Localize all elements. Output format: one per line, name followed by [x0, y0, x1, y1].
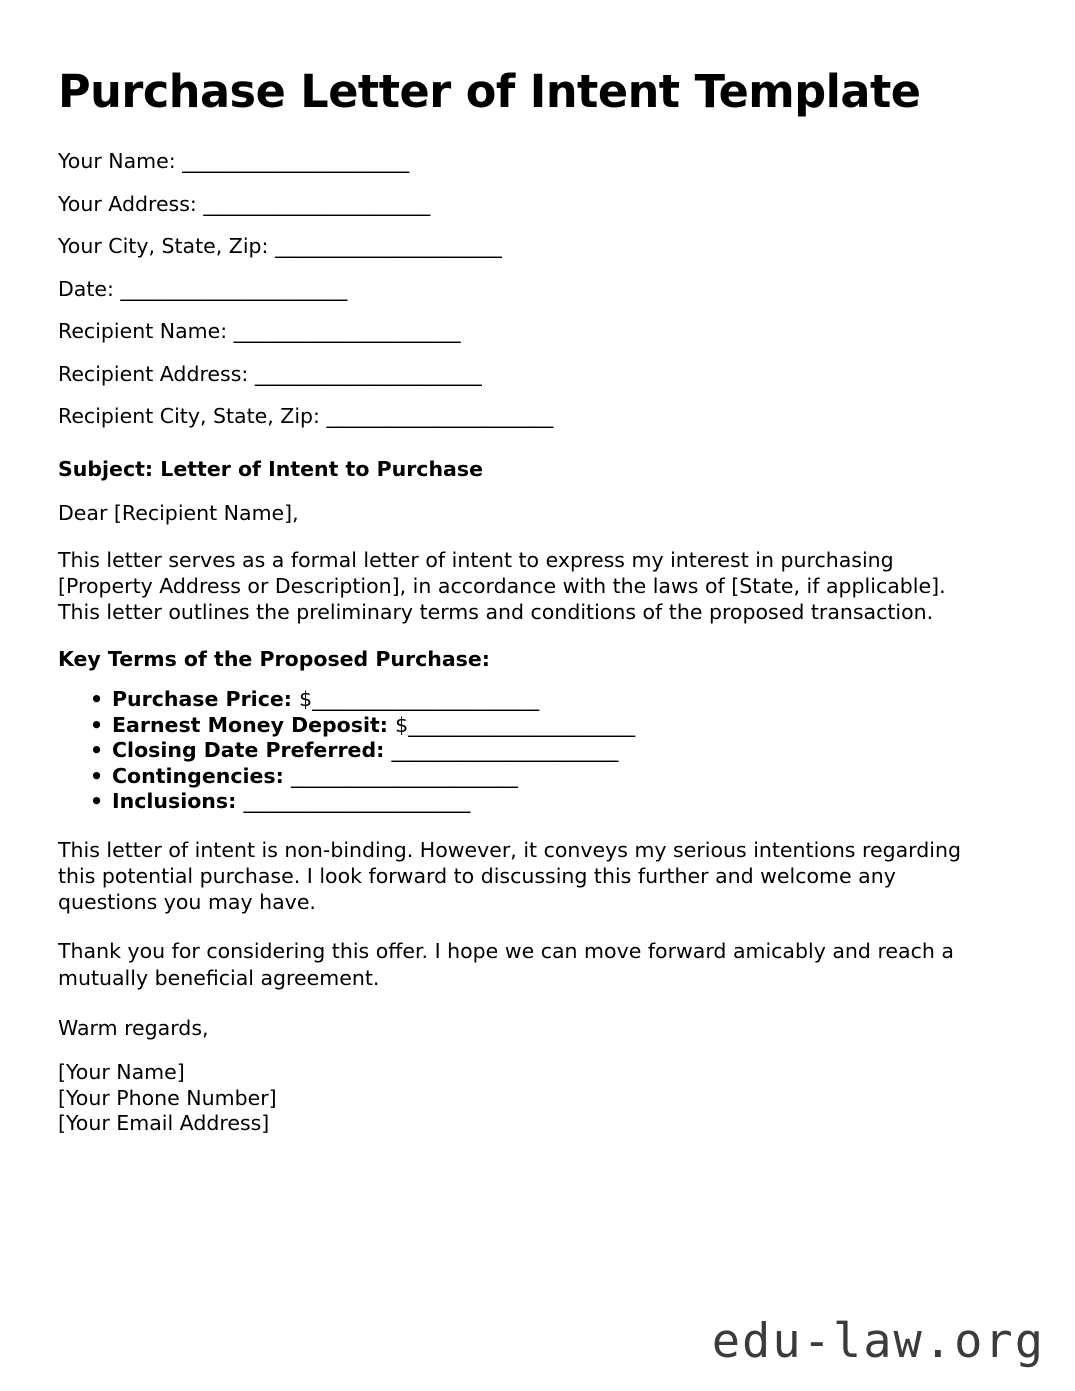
- field-row-date: [58, 276, 1018, 301]
- list-item: [58, 738, 1018, 763]
- key-terms-heading: Key Terms of the Proposed Purchase:: [58, 646, 490, 671]
- field-blank-recipient-name[interactable]: _______________________: [233, 319, 461, 344]
- field-blank-date[interactable]: _______________________: [120, 276, 347, 301]
- term-label-earnest-money-deposit: Earnest Money Deposit:: [112, 712, 396, 737]
- term-label-purchase-price: Purchase Price:: [112, 687, 300, 712]
- field-row-your-name: [58, 151, 1018, 172]
- signature-email: [Your Email Address]: [58, 1111, 270, 1136]
- field-label-your-address: Your Address:: [58, 191, 204, 216]
- field-label-your-city-state-zip: Your City, State, Zip:: [58, 234, 275, 259]
- signature-phone: [Your Phone Number]: [58, 1085, 277, 1110]
- signature-block: [58, 1060, 1018, 1137]
- list-item: [58, 764, 1018, 789]
- field-label-your-name: Your Name:: [58, 149, 183, 174]
- term-blank-inclusions[interactable]: _______________________: [243, 788, 471, 813]
- field-blank-recipient-address[interactable]: _______________________: [254, 361, 482, 386]
- term-currency-purchase-price: $: [299, 687, 313, 712]
- letterhead-fields: [58, 151, 1018, 427]
- document-content: [58, 0, 1018, 1137]
- list-item: [58, 687, 1018, 712]
- field-label-recipient-address: Recipient Address:: [58, 361, 255, 386]
- field-row-recipient-name: [58, 321, 1018, 342]
- term-blank-contingencies[interactable]: _______________________: [290, 763, 518, 788]
- field-label-date: Date:: [58, 276, 121, 301]
- field-row-your-city-state-zip: [58, 236, 1018, 257]
- term-blank-closing-date-preferred[interactable]: _______________________: [391, 738, 619, 763]
- list-item: [58, 713, 1018, 738]
- term-currency-earnest-money-deposit: $: [395, 712, 409, 737]
- thanks-paragraph: Thank you for considering this offer. I hope we can move forward amicably and reach a mutually beneficial agreement.: [58, 939, 954, 990]
- field-label-recipient-city-state-zip: Recipient City, State, Zip:: [58, 404, 327, 429]
- footer-watermark: edu-law.org: [711, 1314, 1045, 1369]
- key-terms-list: [58, 687, 1018, 814]
- field-label-recipient-name: Recipient Name:: [58, 319, 234, 344]
- list-item: [58, 789, 1018, 814]
- term-blank-earnest-money-deposit[interactable]: _______________________: [408, 712, 635, 737]
- intro-paragraph: This letter serves as a formal letter of intent to express my interest in purchasing [Property Address or Description], in accordance with the laws of [State, if applicable]. This letter outlines the preliminary terms and conditions of the proposed transaction.: [58, 547, 946, 624]
- salutation: Dear [Recipient Name],: [58, 501, 299, 526]
- closing-salutation: Warm regards,: [58, 1015, 209, 1040]
- subject-line: Subject: Letter of Intent to Purchase: [58, 456, 483, 481]
- field-blank-your-address[interactable]: _______________________: [203, 191, 430, 216]
- field-row-recipient-city-state-zip: [58, 406, 1018, 427]
- field-blank-your-name[interactable]: _______________________: [182, 149, 409, 174]
- signature-name: [Your Name]: [58, 1060, 185, 1085]
- page-title: Purchase Letter of Intent Template: [58, 65, 921, 118]
- field-blank-recipient-city-state-zip[interactable]: _______________________: [326, 404, 554, 429]
- term-label-inclusions: Inclusions:: [112, 788, 244, 813]
- field-row-recipient-address: [58, 361, 1018, 386]
- term-label-contingencies: Contingencies:: [112, 763, 291, 788]
- nonbinding-paragraph: This letter of intent is non-binding. However, it conveys my serious intentions regarding this potential purchase. I look forward to discussing this further and welcome any questions you may have.: [58, 838, 961, 915]
- term-label-closing-date-preferred: Closing Date Preferred:: [112, 738, 392, 763]
- field-row-your-address: [58, 191, 1018, 216]
- field-blank-your-city-state-zip[interactable]: _______________________: [274, 234, 502, 259]
- term-blank-purchase-price[interactable]: _______________________: [312, 687, 539, 712]
